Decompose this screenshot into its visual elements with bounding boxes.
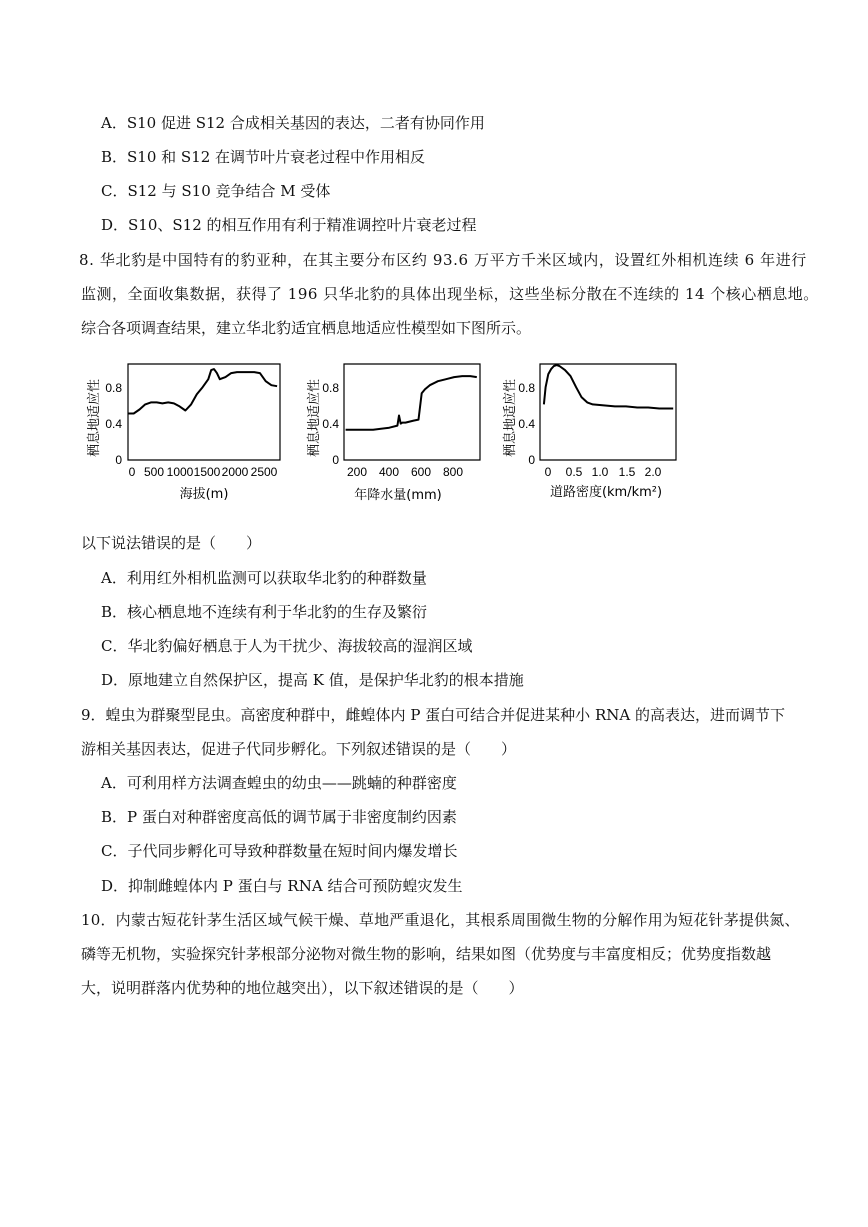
x-tick-label: 500 xyxy=(143,465,165,479)
q10-stem-line-2: 磷等无机物，实验探究针茅根部分泌物对微生物的影响，结果如图（优势度与丰富度相反；优势度指数越 xyxy=(81,945,772,963)
chart-road-density-xlabel: 道路密度(km/km²) xyxy=(549,485,663,500)
x-tick-label: 1.5 xyxy=(618,465,636,479)
q9-stem-line-1: 9．蝗虫为群聚型昆虫。高密度种群中，雌蝗体内 P 蛋白可结合并促进某种小 RNA 的高表达，进而调节下 xyxy=(81,706,785,724)
q8-option-d: D．原地建立自然保护区，提高 K 值，是保护华北豹的根本措施 xyxy=(101,671,524,689)
x-tick-label: 600 xyxy=(410,465,432,479)
chart-altitude-xticks xyxy=(129,465,278,479)
x-tick-label: 2000 xyxy=(221,465,249,479)
q9-option-a: A．可利用样方法调查蝗虫的幼虫——跳蝻的种群密度 xyxy=(101,774,457,792)
q10-stem-line-1: 10．内蒙古短花针茅生活区域气候干燥、草地严重退化，其根系周围微生物的分解作用为短花针茅提供氮、 xyxy=(81,911,800,929)
q8-stem-line-3: 综合各项调查结果，建立华北豹适宜栖息地适应性模型如下图所示。 xyxy=(81,319,532,337)
x-tick-label: 2500 xyxy=(250,465,278,479)
chart-precipitation-ylabel: 栖息地适应性 xyxy=(307,378,322,458)
q8-option-a: A．利用红外相机监测可以获取华北豹的种群数量 xyxy=(101,569,427,587)
chart-precipitation xyxy=(300,358,490,508)
q7-option-b: B．S10 和 S12 在调节叶片衰老过程中作用相反 xyxy=(101,148,426,166)
chart-road-density xyxy=(496,358,686,508)
y-tick-label: 0.8 xyxy=(105,381,122,395)
x-tick-label: 1500 xyxy=(193,465,221,479)
y-tick-label: 0 xyxy=(528,453,535,467)
y-tick-label: 0 xyxy=(332,453,339,467)
chart-altitude xyxy=(80,358,290,508)
chart-altitude-xlabel: 海拔(m) xyxy=(179,487,229,502)
chart-road-density-svg xyxy=(496,358,686,508)
chart-precipitation-frame xyxy=(344,364,480,460)
chart-road-density-line xyxy=(544,365,673,409)
chart-road-density-ylabel: 栖息地适应性 xyxy=(503,378,518,458)
q9-stem-line-2: 游相关基因表达，促进子代同步孵化。下列叙述错误的是（ ） xyxy=(81,740,517,758)
chart-precipitation-xticks xyxy=(347,465,463,479)
y-tick-label: 0.4 xyxy=(518,417,535,431)
chart-altitude-frame xyxy=(128,364,280,460)
y-tick-label: 0.8 xyxy=(518,381,535,395)
x-tick-label: 0 xyxy=(544,465,552,479)
y-tick-label: 0.4 xyxy=(322,417,339,431)
q8-stem-line-2: 监测，全面收集数据，获得了 196 只华北豹的具体出现坐标，这些坐标分散在不连续的 14 个核心栖息地。 xyxy=(81,285,819,303)
q9-option-d: D．抑制雌蝗体内 P 蛋白与 RNA 结合可预防蝗灾发生 xyxy=(101,877,463,895)
x-tick-label: 800 xyxy=(442,465,464,479)
q9-option-c: C．子代同步孵化可导致种群数量在短时间内爆发增长 xyxy=(101,842,458,860)
q7-option-d: D．S10、S12 的相互作用有利于精准调控叶片衰老过程 xyxy=(101,216,477,234)
x-tick-label: 1.0 xyxy=(591,465,609,479)
chart-road-density-xticks xyxy=(545,465,662,479)
y-tick-label: 0.4 xyxy=(105,417,122,431)
x-tick-label: 1000 xyxy=(166,465,194,479)
chart-precipitation-svg xyxy=(300,358,490,508)
y-tick-label: 0.8 xyxy=(322,381,339,395)
x-tick-label: 200 xyxy=(346,465,368,479)
chart-precipitation-line xyxy=(346,376,477,430)
x-tick-label: 2.0 xyxy=(644,465,662,479)
q8-stem-line-1: 8. 华北豹是中国特有的豹亚种，在其主要分布区约 93.6 万平方千米区域内，设置红外相机连续 6 年进行 xyxy=(79,251,807,269)
q7-option-a: A．S10 促进 S12 合成相关基因的表达，二者有协同作用 xyxy=(101,114,485,132)
chart-altitude-svg xyxy=(80,358,290,508)
y-tick-label: 0 xyxy=(115,453,122,467)
chart-road-density-yticks xyxy=(518,381,535,467)
q8-prompt: 以下说法错误的是（ ） xyxy=(81,534,262,552)
q10-stem-line-3: 大，说明群落内优势种的地位越突出），以下叙述错误的是（ ） xyxy=(81,979,524,997)
q7-option-c: C．S12 与 S10 竞争结合 M 受体 xyxy=(101,182,331,200)
q8-option-b: B．核心栖息地不连续有利于华北豹的生存及繁衍 xyxy=(101,603,428,621)
x-tick-label: 0 xyxy=(128,465,136,479)
chart-precipitation-yticks xyxy=(322,381,339,467)
chart-altitude-yticks xyxy=(105,381,122,467)
q9-option-b: B．P 蛋白对种群密度高低的调节属于非密度制约因素 xyxy=(101,808,457,826)
chart-precipitation-xlabel: 年降水量(mm) xyxy=(354,488,442,503)
x-tick-label: 0.5 xyxy=(565,465,583,479)
q8-option-c: C．华北豹偏好栖息于人为干扰少、海拔较高的湿润区域 xyxy=(101,637,473,655)
chart-road-density-frame xyxy=(540,364,676,460)
chart-altitude-ylabel: 栖息地适应性 xyxy=(87,378,102,458)
x-tick-label: 400 xyxy=(378,465,400,479)
chart-altitude-line xyxy=(128,369,277,413)
